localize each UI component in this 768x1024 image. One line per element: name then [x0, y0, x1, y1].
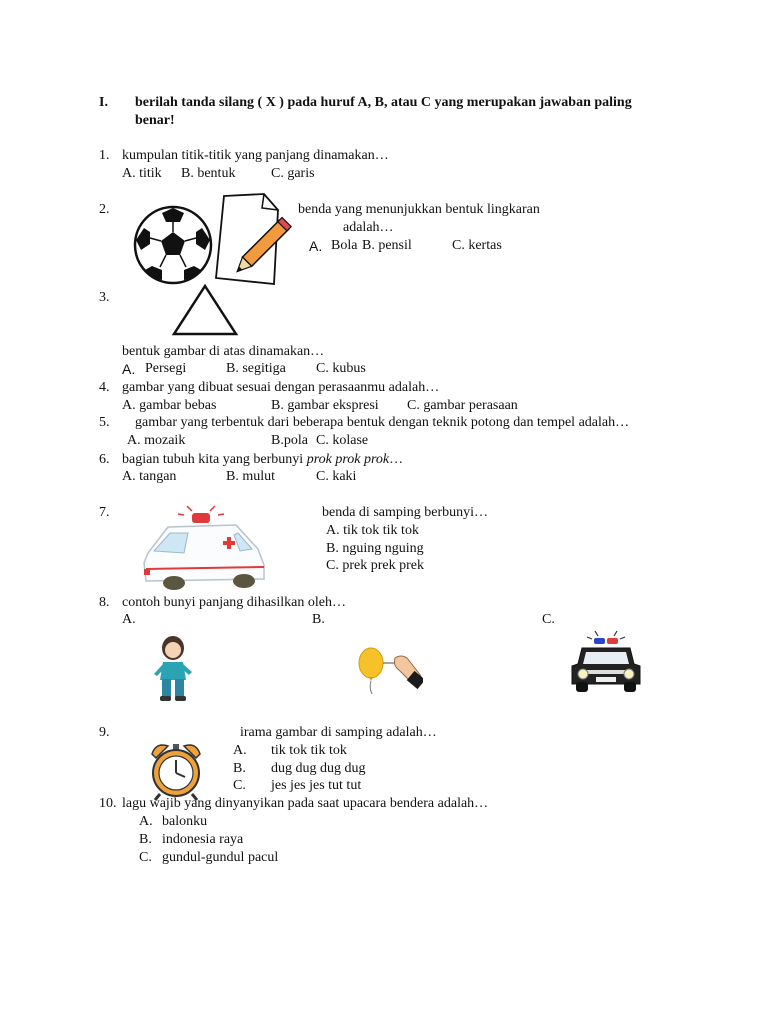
q2-question-cont: adalah… — [343, 220, 394, 235]
q1-option-b[interactable]: B. bentuk — [181, 166, 236, 181]
q10-question: lagu wajib yang dinyanyikan pada saat upacara bendera adalah… — [122, 796, 489, 811]
q9-number: 9. — [99, 725, 110, 740]
q9-option-a-letter[interactable]: A. — [233, 743, 247, 758]
alarm-clock-icon — [146, 740, 206, 802]
q3-number: 3. — [99, 290, 110, 305]
q10-option-b[interactable]: indonesia raya — [162, 832, 244, 847]
q6-question-pre: bagian tubuh kita yang berbunyi — [122, 452, 307, 467]
q1-option-c[interactable]: C. garis — [271, 166, 315, 181]
q9-option-a[interactable]: tik tok tik tok — [271, 743, 347, 758]
q1-question: kumpulan titik-titik yang panjang dinamakan… — [122, 148, 389, 163]
q3-option-a-letter[interactable]: A. — [122, 361, 136, 377]
q3-option-b[interactable]: B. segitiga — [226, 361, 286, 376]
q10-option-a-letter[interactable]: A. — [139, 814, 153, 829]
q4-option-a[interactable]: A. gambar bebas — [122, 398, 217, 413]
q5-option-b[interactable]: B.pola — [271, 433, 308, 448]
q2-number: 2. — [99, 202, 110, 217]
q4-option-c[interactable]: C. gambar perasaan — [407, 398, 518, 413]
paper-pencil-icon — [212, 192, 292, 288]
girl-icon — [148, 634, 198, 704]
q2-option-c[interactable]: C. kertas — [452, 238, 502, 253]
instruction-line-1: berilah tanda silang ( X ) pada huruf A, B, atau C yang merupakan jawaban paling — [135, 95, 632, 110]
q8-option-b[interactable]: B. — [312, 612, 325, 627]
q5-number: 5. — [99, 415, 110, 430]
q5-option-a[interactable]: A. mozaik — [127, 433, 186, 448]
q9-option-b[interactable]: dug dug dug dug — [271, 761, 366, 776]
q9-option-c-letter[interactable]: C. — [233, 778, 246, 793]
q10-option-a[interactable]: balonku — [162, 814, 208, 829]
q8-number: 8. — [99, 595, 110, 610]
q1-option-a[interactable]: A. titik — [122, 166, 162, 181]
triangle-icon — [170, 283, 240, 337]
q6-question-em: prok prok prok — [306, 452, 390, 467]
q9-option-b-letter[interactable]: B. — [233, 761, 246, 776]
q10-number: 10. — [99, 796, 117, 811]
q2-option-b[interactable]: B. pensil — [362, 238, 412, 253]
q6-question — [122, 451, 403, 469]
q2-option-a[interactable]: Bola — [331, 238, 358, 253]
q4-number: 4. — [99, 380, 110, 395]
q8-option-c[interactable]: C. — [542, 612, 555, 627]
q2-question: benda yang menunjukkan bentuk lingkaran — [298, 202, 540, 217]
q7-option-c[interactable]: C. prek prek prek — [326, 558, 424, 573]
q10-option-b-letter[interactable]: B. — [139, 832, 152, 847]
q7-option-a[interactable]: A. tik tok tik tok — [326, 523, 419, 538]
q3-option-a[interactable]: Persegi — [145, 361, 187, 376]
section-number: I. — [99, 95, 108, 110]
q6-number: 6. — [99, 452, 110, 467]
q6-option-a[interactable]: A. tangan — [122, 469, 177, 484]
q3-question: bentuk gambar di atas dinamakan… — [122, 344, 325, 359]
balloon-pin-icon — [355, 646, 423, 694]
q8-question: contoh bunyi panjang dihasilkan oleh… — [122, 595, 346, 610]
police-car-icon — [568, 630, 644, 696]
q9-option-c[interactable]: jes jes jes tut tut — [271, 778, 362, 793]
q5-option-c[interactable]: C. kolase — [316, 433, 369, 448]
q7-question: benda di samping berbunyi… — [322, 505, 489, 520]
q9-question: irama gambar di samping adalah… — [240, 725, 437, 740]
q4-question: gambar yang dibuat sesuai dengan perasaanmu adalah… — [122, 380, 440, 395]
q10-option-c-letter[interactable]: C. — [139, 850, 152, 865]
soccer-ball-icon — [132, 204, 214, 286]
q4-option-b[interactable]: B. gambar ekspresi — [271, 398, 379, 413]
q7-number: 7. — [99, 505, 110, 520]
q6-option-b[interactable]: B. mulut — [226, 469, 276, 484]
q10-option-c[interactable]: gundul-gundul pacul — [162, 850, 279, 865]
q8-option-a[interactable]: A. — [122, 612, 136, 627]
q5-question: gambar yang terbentuk dari beberapa bentuk dengan teknik potong dan tempel adalah… — [135, 415, 630, 430]
instruction-line-2: benar! — [135, 113, 175, 128]
q6-option-c[interactable]: C. kaki — [316, 469, 357, 484]
ambulance-icon — [140, 505, 270, 593]
q3-option-c[interactable]: C. kubus — [316, 361, 366, 376]
q6-question-post: … — [389, 452, 404, 467]
q7-option-b[interactable]: B. nguing nguing — [326, 541, 424, 556]
q2-option-a-letter[interactable]: A. — [309, 238, 323, 254]
q1-number: 1. — [99, 148, 110, 163]
